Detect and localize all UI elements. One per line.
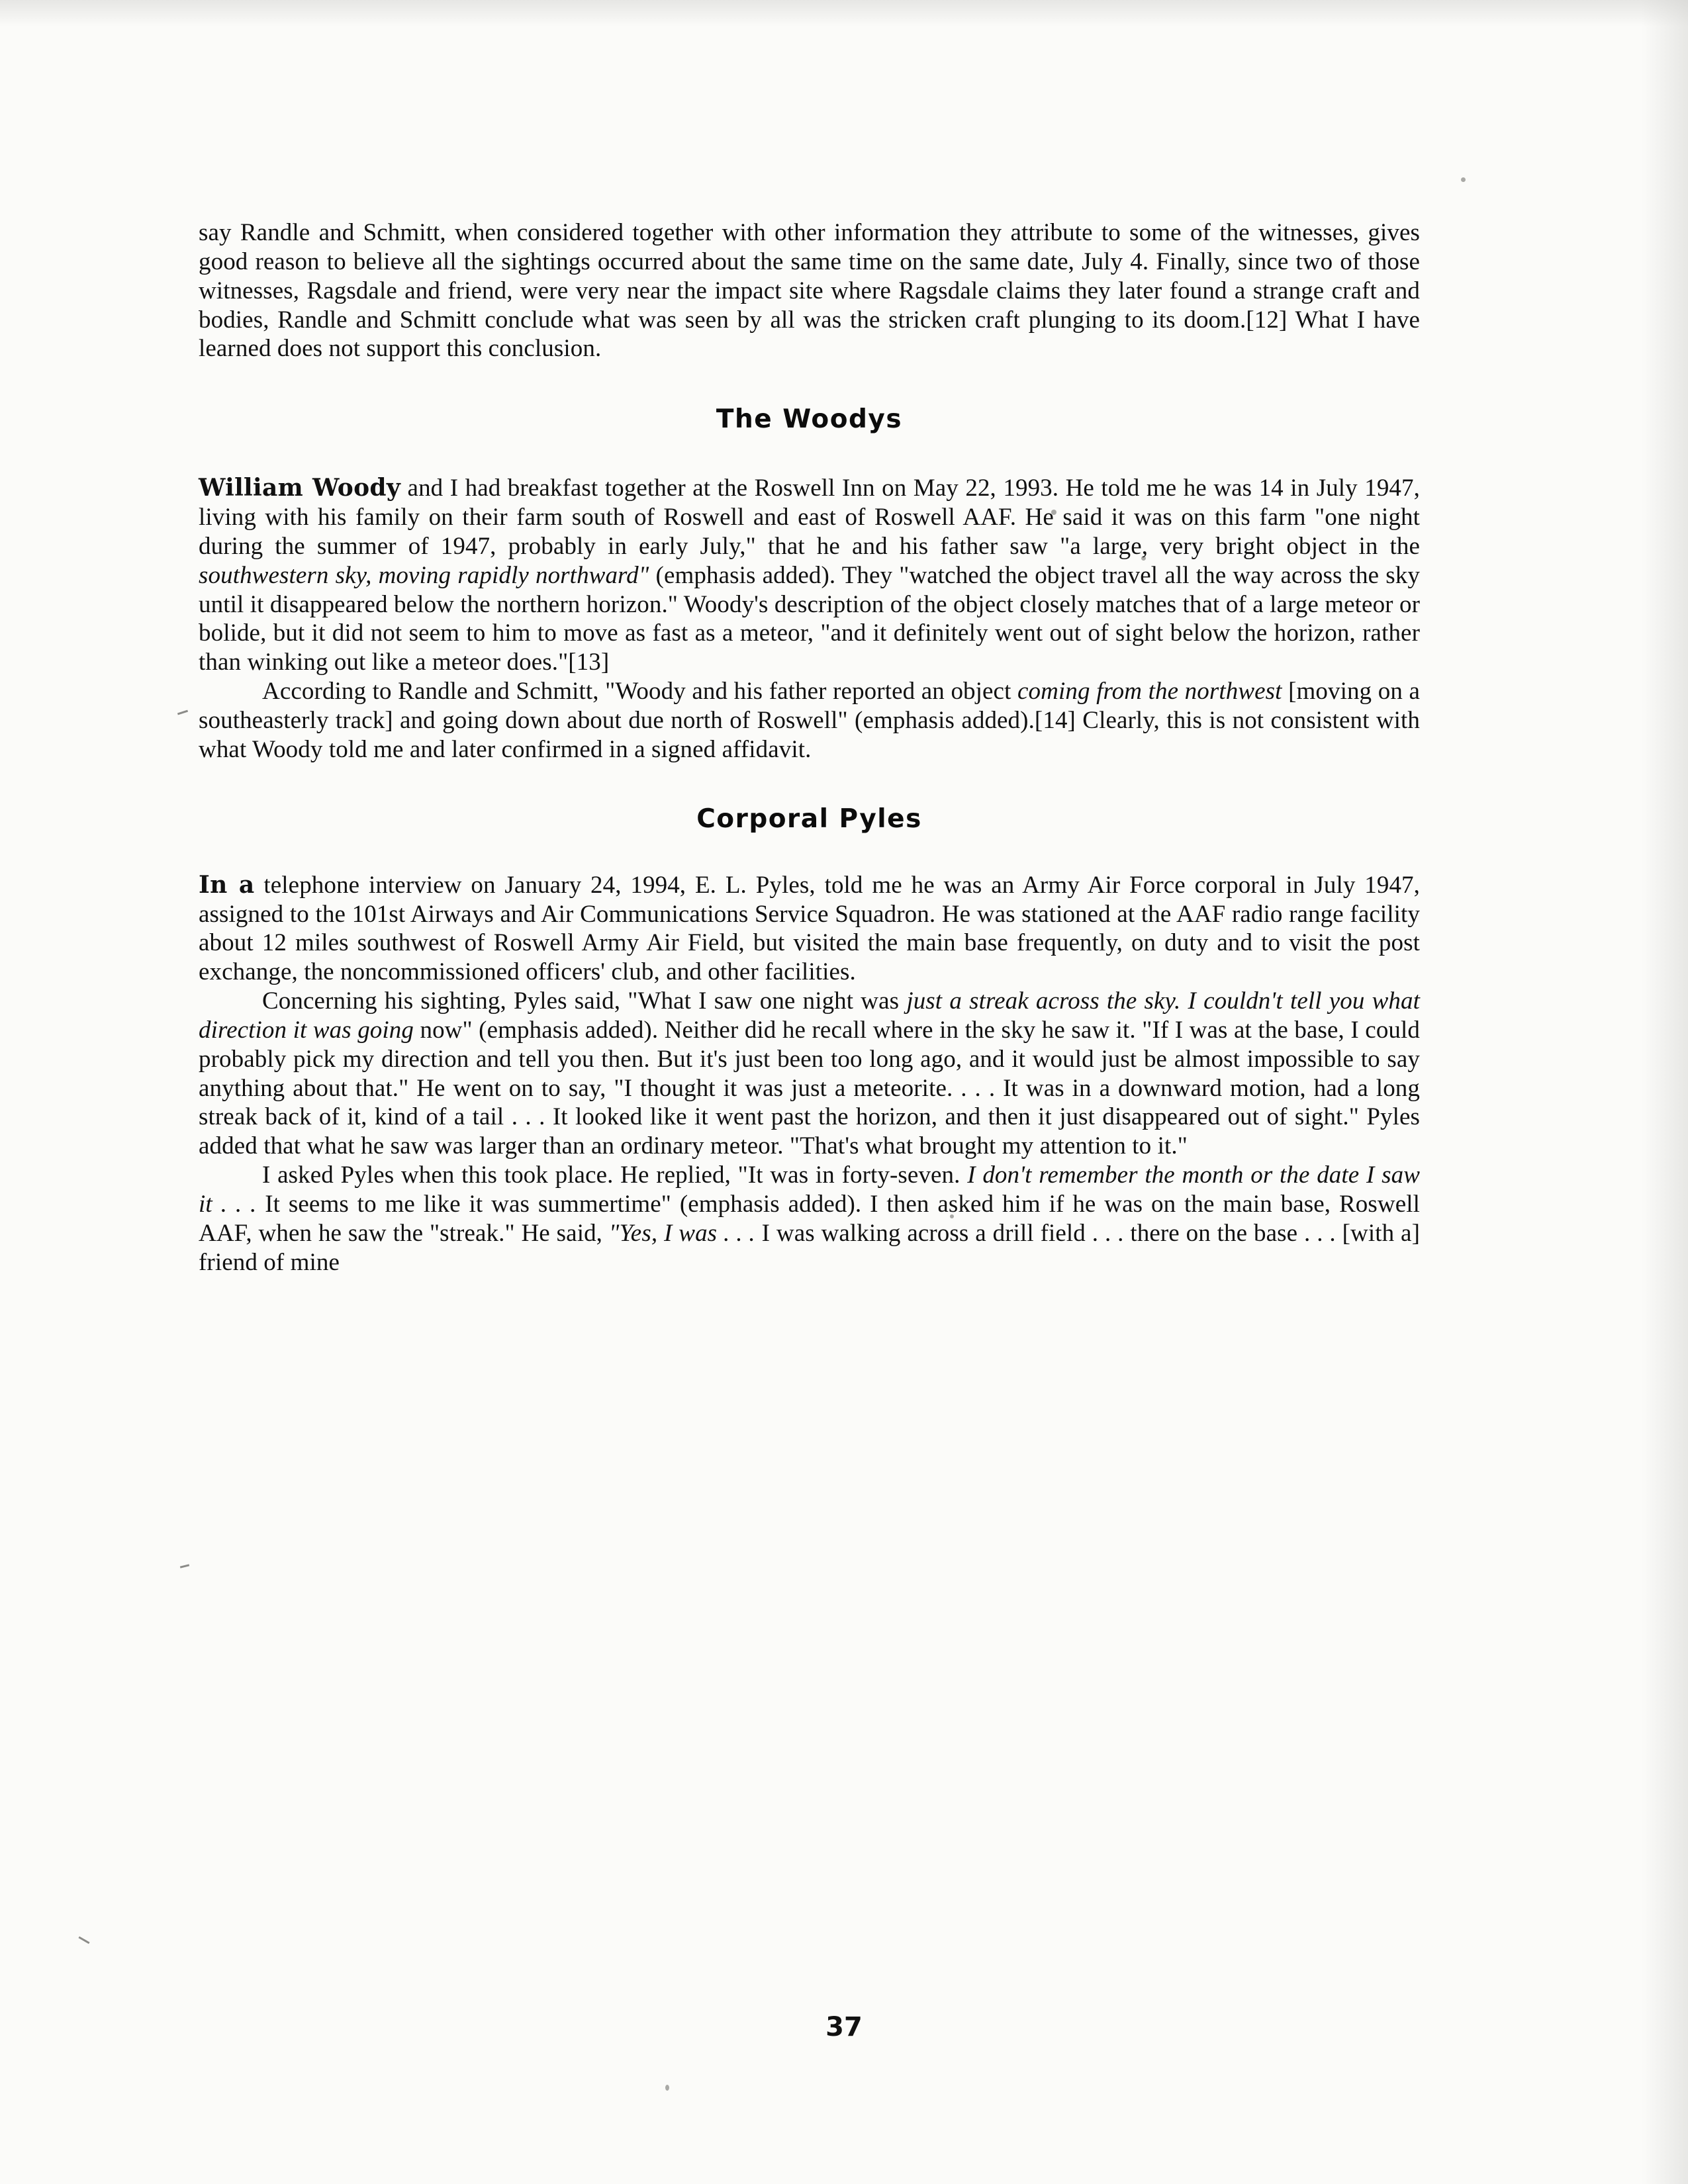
paragraph-pyles-2 — [199, 987, 1420, 1161]
pyles-p2-part-b: now" (emphasis added). Neither did he recall where in the sky he saw it. "If I was at the base, I could probably pick my direction and tell you then. But it's just been too long ago, and it would just be almost impossible to say anything about that." He went on to say, "I thought it was just a meteorite. . . . It was in a downward motion, had a long streak back of it, kind of a tail . . . It looked like it went past the horizon, and then it just disappeared out of sight." Pyles added that what he saw was larger than an ordinary meteor. "That's what brought my attention to it." — [199, 1016, 1420, 1160]
pyles-p3-part-b: It seems to me like it was summertime" (emphasis added). I then asked him if he was on the main base, Roswell AAF, when he saw the "streak." He said, — [199, 1190, 1420, 1247]
scan-tick — [180, 1564, 189, 1568]
woody-p1-part-b: (emphasis added). They "watched the object travel all the way across the sky until it disappeared below the northern horizon." Woody's description of the object closely matches that of a large meteor or bolide, but it did not seem to him to move as fast as a meteor, "and it definitely went out of sight below the horizon, rather than winking out like a meteor does."[13] — [199, 561, 1420, 676]
pyles-p2-italic-quote: just a streak across the sky. I couldn't tell you what direction it was going — [199, 987, 1420, 1044]
pyles-p3-italic-quote-1: I don't remember the month or the date I saw it . . . — [199, 1161, 1420, 1218]
pyles-p3-part-a: I asked Pyles when this took place. He replied, "It was in forty-seven. — [262, 1161, 968, 1189]
scan-speck — [1461, 177, 1466, 182]
paragraph-woody-1 — [199, 474, 1420, 677]
pyles-p3-italic-quote-2: "Yes, I was . . . — [608, 1219, 755, 1247]
paragraph-woody-2 — [199, 677, 1420, 764]
pyles-p1-part-a: telephone interview on January 24, 1994, E. L. Pyles, told me he was an Army Air Force corporal in July 1947, assigned to the 101st Airways and Air Communications Service Squadron. He was stationed at the AAF radio range facility about 12 miles southwest of Roswell Army Air Field, but visited the main base frequently, on duty and to visit the post exchange, the noncommissioned officers' club, and other facilities. — [199, 871, 1420, 986]
woody-p2-part-b: [moving on a southeasterly track] and going down about due north of Roswell" (emphasis added).[14] Clearly, this is not consistent with what Woody told me and later confirmed in a signed affidavit. — [199, 678, 1421, 763]
pyles-p3-part-c: I was walking across a drill field . . . there on the base . . . [with a] friend of mine — [199, 1219, 1420, 1276]
section-heading-pyles: Corporal Pyles — [696, 803, 922, 834]
page-number: 37 — [825, 2012, 863, 2042]
lead-in-william-woody: William Woody — [199, 474, 401, 502]
paragraph-pyles-1 — [199, 871, 1420, 987]
pyles-p2-part-a: Concerning his sighting, Pyles said, "What I saw one night was — [262, 987, 907, 1015]
paragraph-continuation: say Randle and Schmitt, when considered together with other information they attribute to some of the witnesses, gives good reason to believe all the sightings occurred about the same time on the same date, July 4. Finally, since two of those witnesses, Ragsdale and friend, were very near the impact site where Ragsdale claims they later found a strange craft and bodies, Randle and Schmitt conclude what was seen by all was the stricken craft plunging to its doom.[12] What I have learned does not support this conclusion. — [199, 219, 1420, 363]
woody-p1-part-a: and I had breakfast together at the Roswell Inn on May 22, 1993. He told me he was 14 in July 1947, living with his family on their farm south of Roswell and east of Roswell AAF. He said it was on this farm "one night during the summer of 1947, probably in early July," that he and his father saw "a large, very bright object in the — [199, 475, 1420, 560]
section-heading-woodys: The Woodys — [716, 404, 903, 435]
scan-speck — [665, 2085, 669, 2091]
scan-tick — [177, 710, 188, 715]
woody-p2-part-a: According to Randle and Schmitt, "Woody and his father reported an object — [262, 678, 1018, 705]
page-body — [199, 218, 1420, 1277]
scan-tick — [78, 1936, 89, 1944]
lead-in-in-a: In a — [199, 870, 255, 899]
paragraph-pyles-3 — [199, 1161, 1420, 1277]
woody-p2-italic-quote: coming from the northwest — [1017, 678, 1282, 705]
woody-p1-italic-quote: southwestern sky, moving rapidly northward" — [199, 561, 649, 589]
